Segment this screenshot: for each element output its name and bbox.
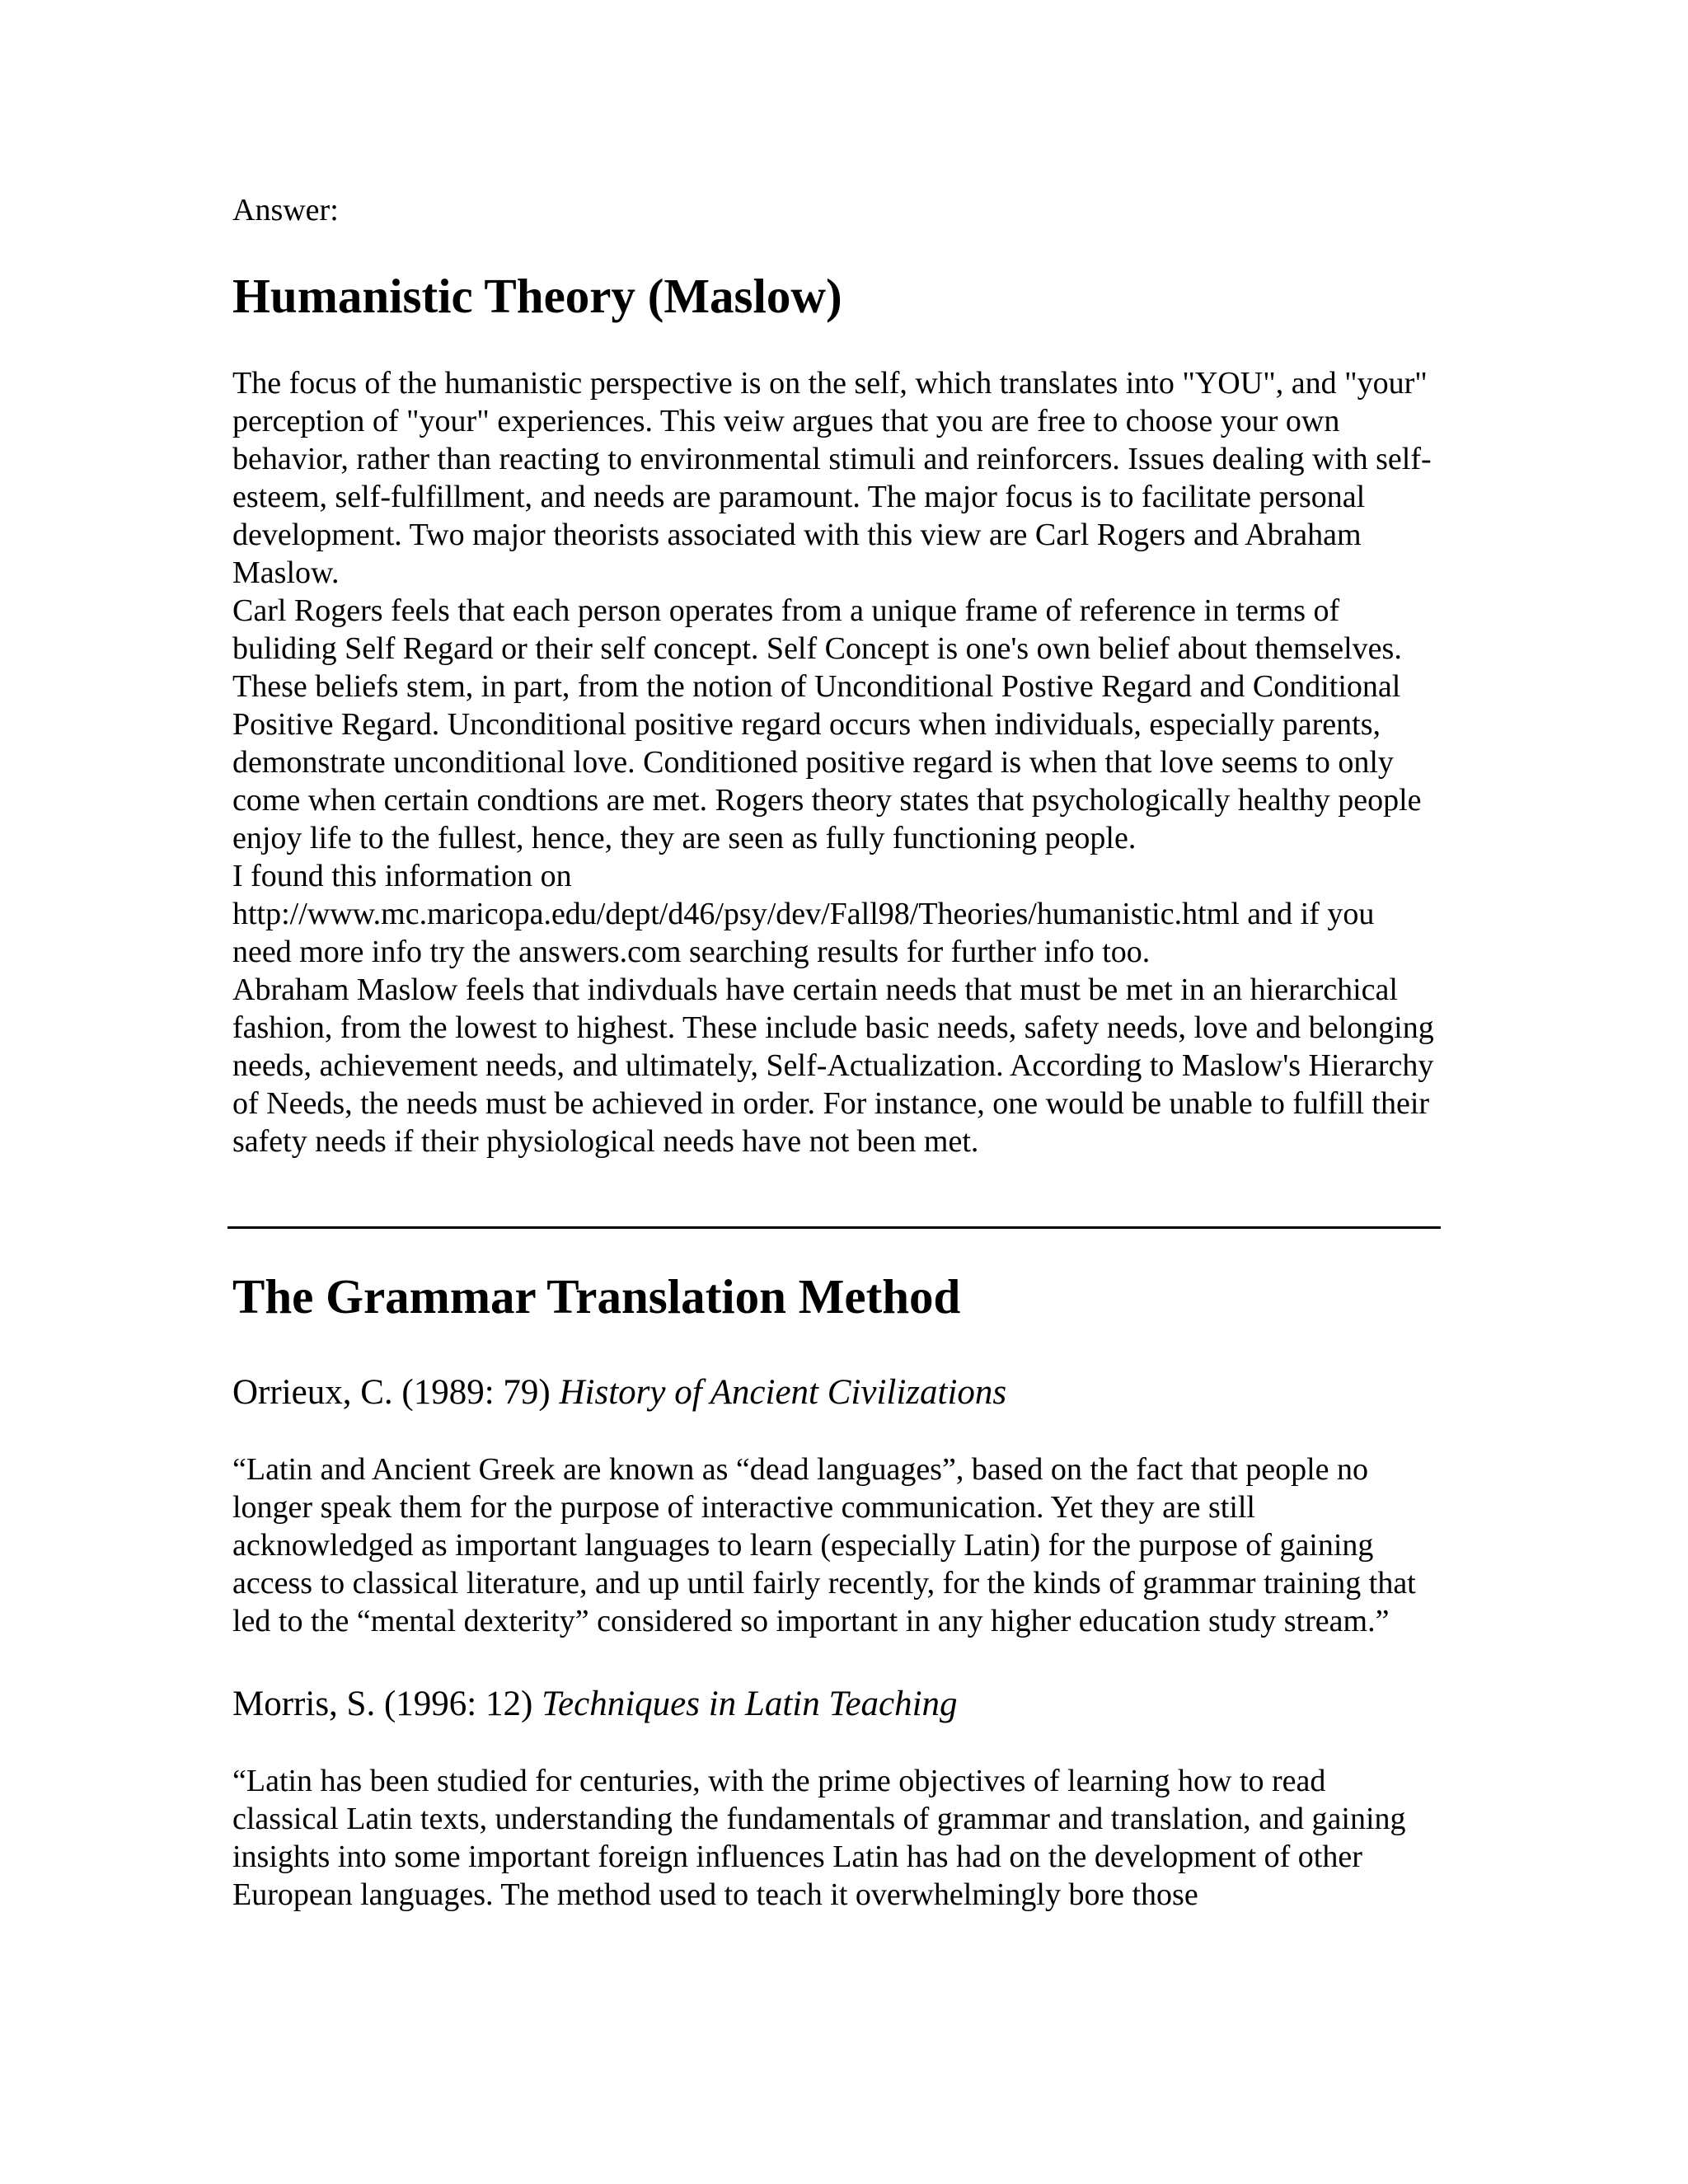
reference-work-title: Techniques in Latin Teaching (542, 1685, 958, 1723)
reference-orrieux (232, 1371, 1437, 1414)
quote-text: “Latin has been studied for centuries, with the prime objectives of learning how to read classical Latin texts, understanding the fundamentals of grammar and translation, and gaining insights into some important foreign influences Latin has had on the development of other European languages. The method used to teach it overwhelmingly bore those (232, 1764, 1406, 1912)
reference-morris (232, 1683, 1437, 1726)
answer-label: Answer: (232, 193, 339, 227)
humanistic-body (232, 364, 1437, 1160)
section-title-grammar-translation: The Grammar Translation Method (232, 1269, 961, 1324)
horizontal-divider (227, 1226, 1441, 1229)
reference-citation: Orrieux, C. (1989: 79) (232, 1373, 560, 1412)
quote-morris (232, 1762, 1437, 1914)
paragraph-abraham-maslow: Abraham Maslow feels that indivduals have certain needs that must be met in an hierarchical fashion, from the lowest to highest. These include basic needs, safety needs, love and belonging needs, achievement needs, and ultimately, Self-Actualization. According to Maslow's Hierarchy of Needs, the needs must be achieved in order. For instance, one would be unable to fulfill their safety needs if their physiological needs have not been met. (232, 972, 1434, 1159)
grammar-translation-section (232, 1268, 1437, 1957)
paragraph-humanistic-intro: The focus of the humanistic perspective is on the self, which translates into "YOU", and "your" perception of "your" experiences. This veiw argues that you are free to choose your own behavior, rather than reacting to environmental stimuli and reinforcers. Issues dealing with self-esteem, self-fulfillment, and needs are paramount. The major focus is to facilitate personal development. Two major theorists associated with this view are Carl Rogers and Abraham Maslow. (232, 366, 1432, 590)
paragraph-source-link: I found this information on http://www.mc.maricopa.edu/dept/d46/psy/dev/Fall98/Theories/humanistic.html and if you need more info try the answers.com searching results for further info too. (232, 859, 1375, 969)
quote-text: “Latin and Ancient Greek are known as “dead languages”, based on the fact that people no longer speak them for the purpose of interactive communication. Yet they are still acknowledged as important languages to learn (especially Latin) for the purpose of gaining access to classical literature, and up until fairly recently, for the kinds of grammar training that led to the “mental dexterity” considered so important in any higher education study stream.” (232, 1452, 1416, 1638)
reference-citation: Morris, S. (1996: 12) (232, 1685, 542, 1723)
paragraph-carl-rogers: Carl Rogers feels that each person operates from a unique frame of reference in terms of buliding Self Regard or their self concept. Self Concept is one's own belief about themselves. These beliefs stem, in part, from the notion of Unconditional Postive Regard and Conditional Positive Regard. Unconditional positive regard occurs when individuals, especially parents, demonstrate unconditional love. Conditioned positive regard is when that love seems to only come when certain condtions are met. Rogers theory states that psychologically healthy people enjoy life to the fullest, hence, they are seen as fully functioning people. (232, 593, 1422, 855)
reference-work-title: History of Ancient Civilizations (559, 1373, 1007, 1412)
document-page (232, 191, 1437, 1160)
section-title-humanistic: Humanistic Theory (Maslow) (232, 269, 842, 323)
quote-orrieux (232, 1451, 1437, 1640)
